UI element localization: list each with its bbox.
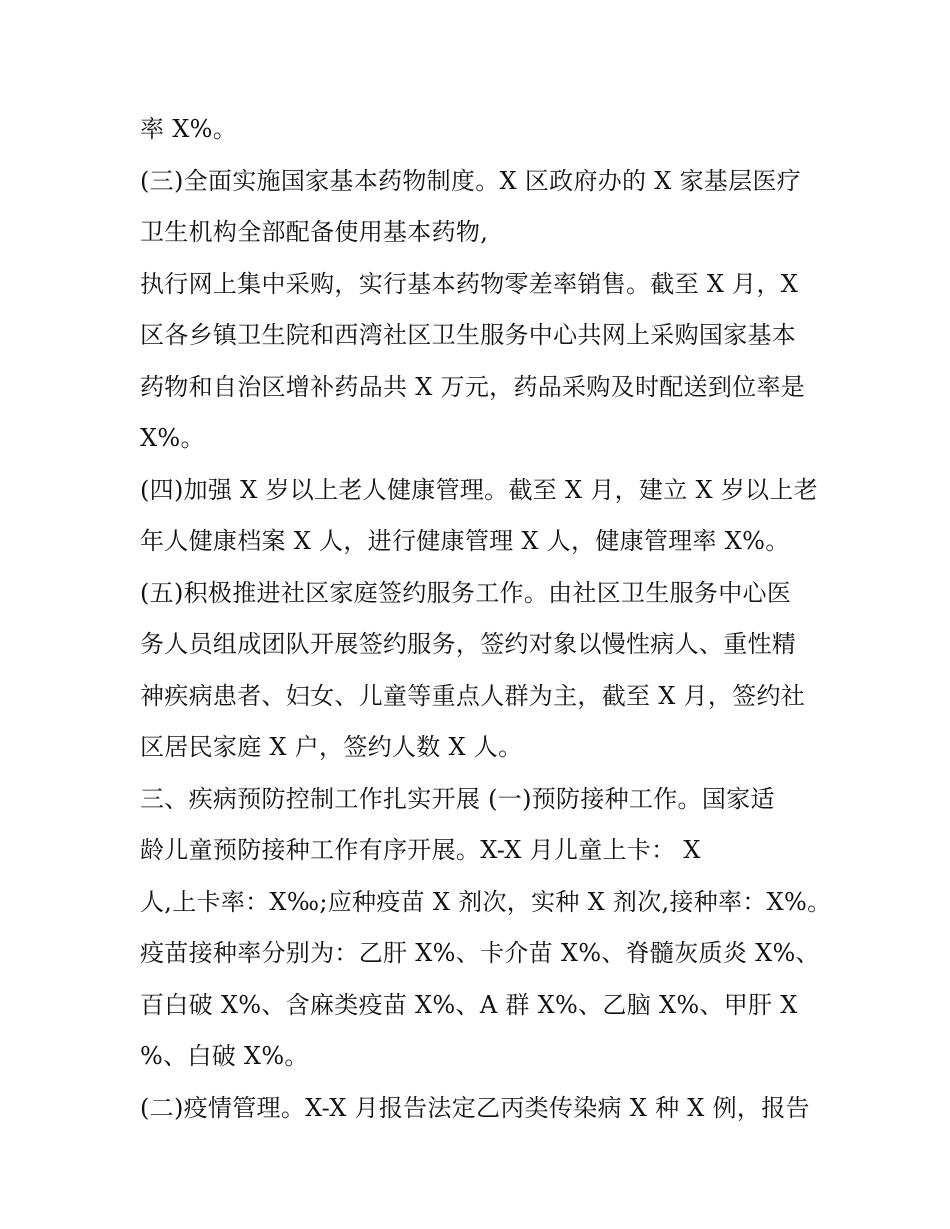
text-line-12: 神疾病患者、妇女、儿童等重点人群为主，截至 X 月，签约社 (140, 681, 806, 710)
text-line-11: 务人员组成团队开展签约服务，签约对象以慢性病人、重性精 (140, 630, 797, 658)
text-line-20: (二)疫情管理。X-X 月报告法定乙丙类传染病 X 种 X 例，报告 (140, 1093, 810, 1122)
text-line-7: X%。 (140, 424, 205, 452)
text-line-3: 卫生机构全部配备使用基本药物, (140, 218, 489, 246)
document-page (140, 104, 830, 1134)
text-line-13: 区居民家庭 X 户，签约人数 X 人。 (140, 733, 523, 761)
text-line-1: 率 X%。 (140, 115, 238, 143)
text-line-4: 执行网上集中采购，实行基本药物零差率销售。截至 X 月，X (140, 269, 799, 298)
text-line-2: (三)全面实施国家基本药物制度。X 区政府办的 X 家基层医疗 (140, 166, 802, 195)
text-line-8: (四)加强 X 岁以上老人健康管理。截至 X 月，建立 X 岁以上老 (140, 475, 818, 504)
text-line-14: 三、疾病预防控制工作扎实开展 (一)预防接种工作。国家适 (140, 784, 775, 813)
text-line-9: 年人健康档案 X 人，进行健康管理 X 人，健康管理率 X%。 (140, 527, 790, 555)
text-line-15: 龄儿童预防接种工作有序开展。X-X 月儿童上卡： X (140, 836, 701, 864)
text-line-19: %、白破 X%。 (140, 1042, 309, 1070)
text-line-5: 区各乡镇卫生院和西湾社区卫生服务中心共网上采购国家基本 (140, 321, 797, 349)
text-line-10: (五)积极推进社区家庭签约服务工作。由社区卫生服务中心医 (140, 578, 792, 607)
text-line-16: 人,上卡率：X‰;应种疫苗 X 剂次，实种 X 剂次,接种率：X%。 (140, 887, 832, 916)
text-line-17: 疫苗接种率分别为：乙肝 X%、卡介苗 X%、脊髓灰质炎 X%、 (140, 939, 820, 967)
text-line-6: 药物和自治区增补药品共 X 万元，药品采购及时配送到位率是 (140, 372, 806, 401)
text-line-18: 百白破 X%、含麻类疫苗 X%、A 群 X%、乙脑 X%、甲肝 X (140, 990, 798, 1019)
